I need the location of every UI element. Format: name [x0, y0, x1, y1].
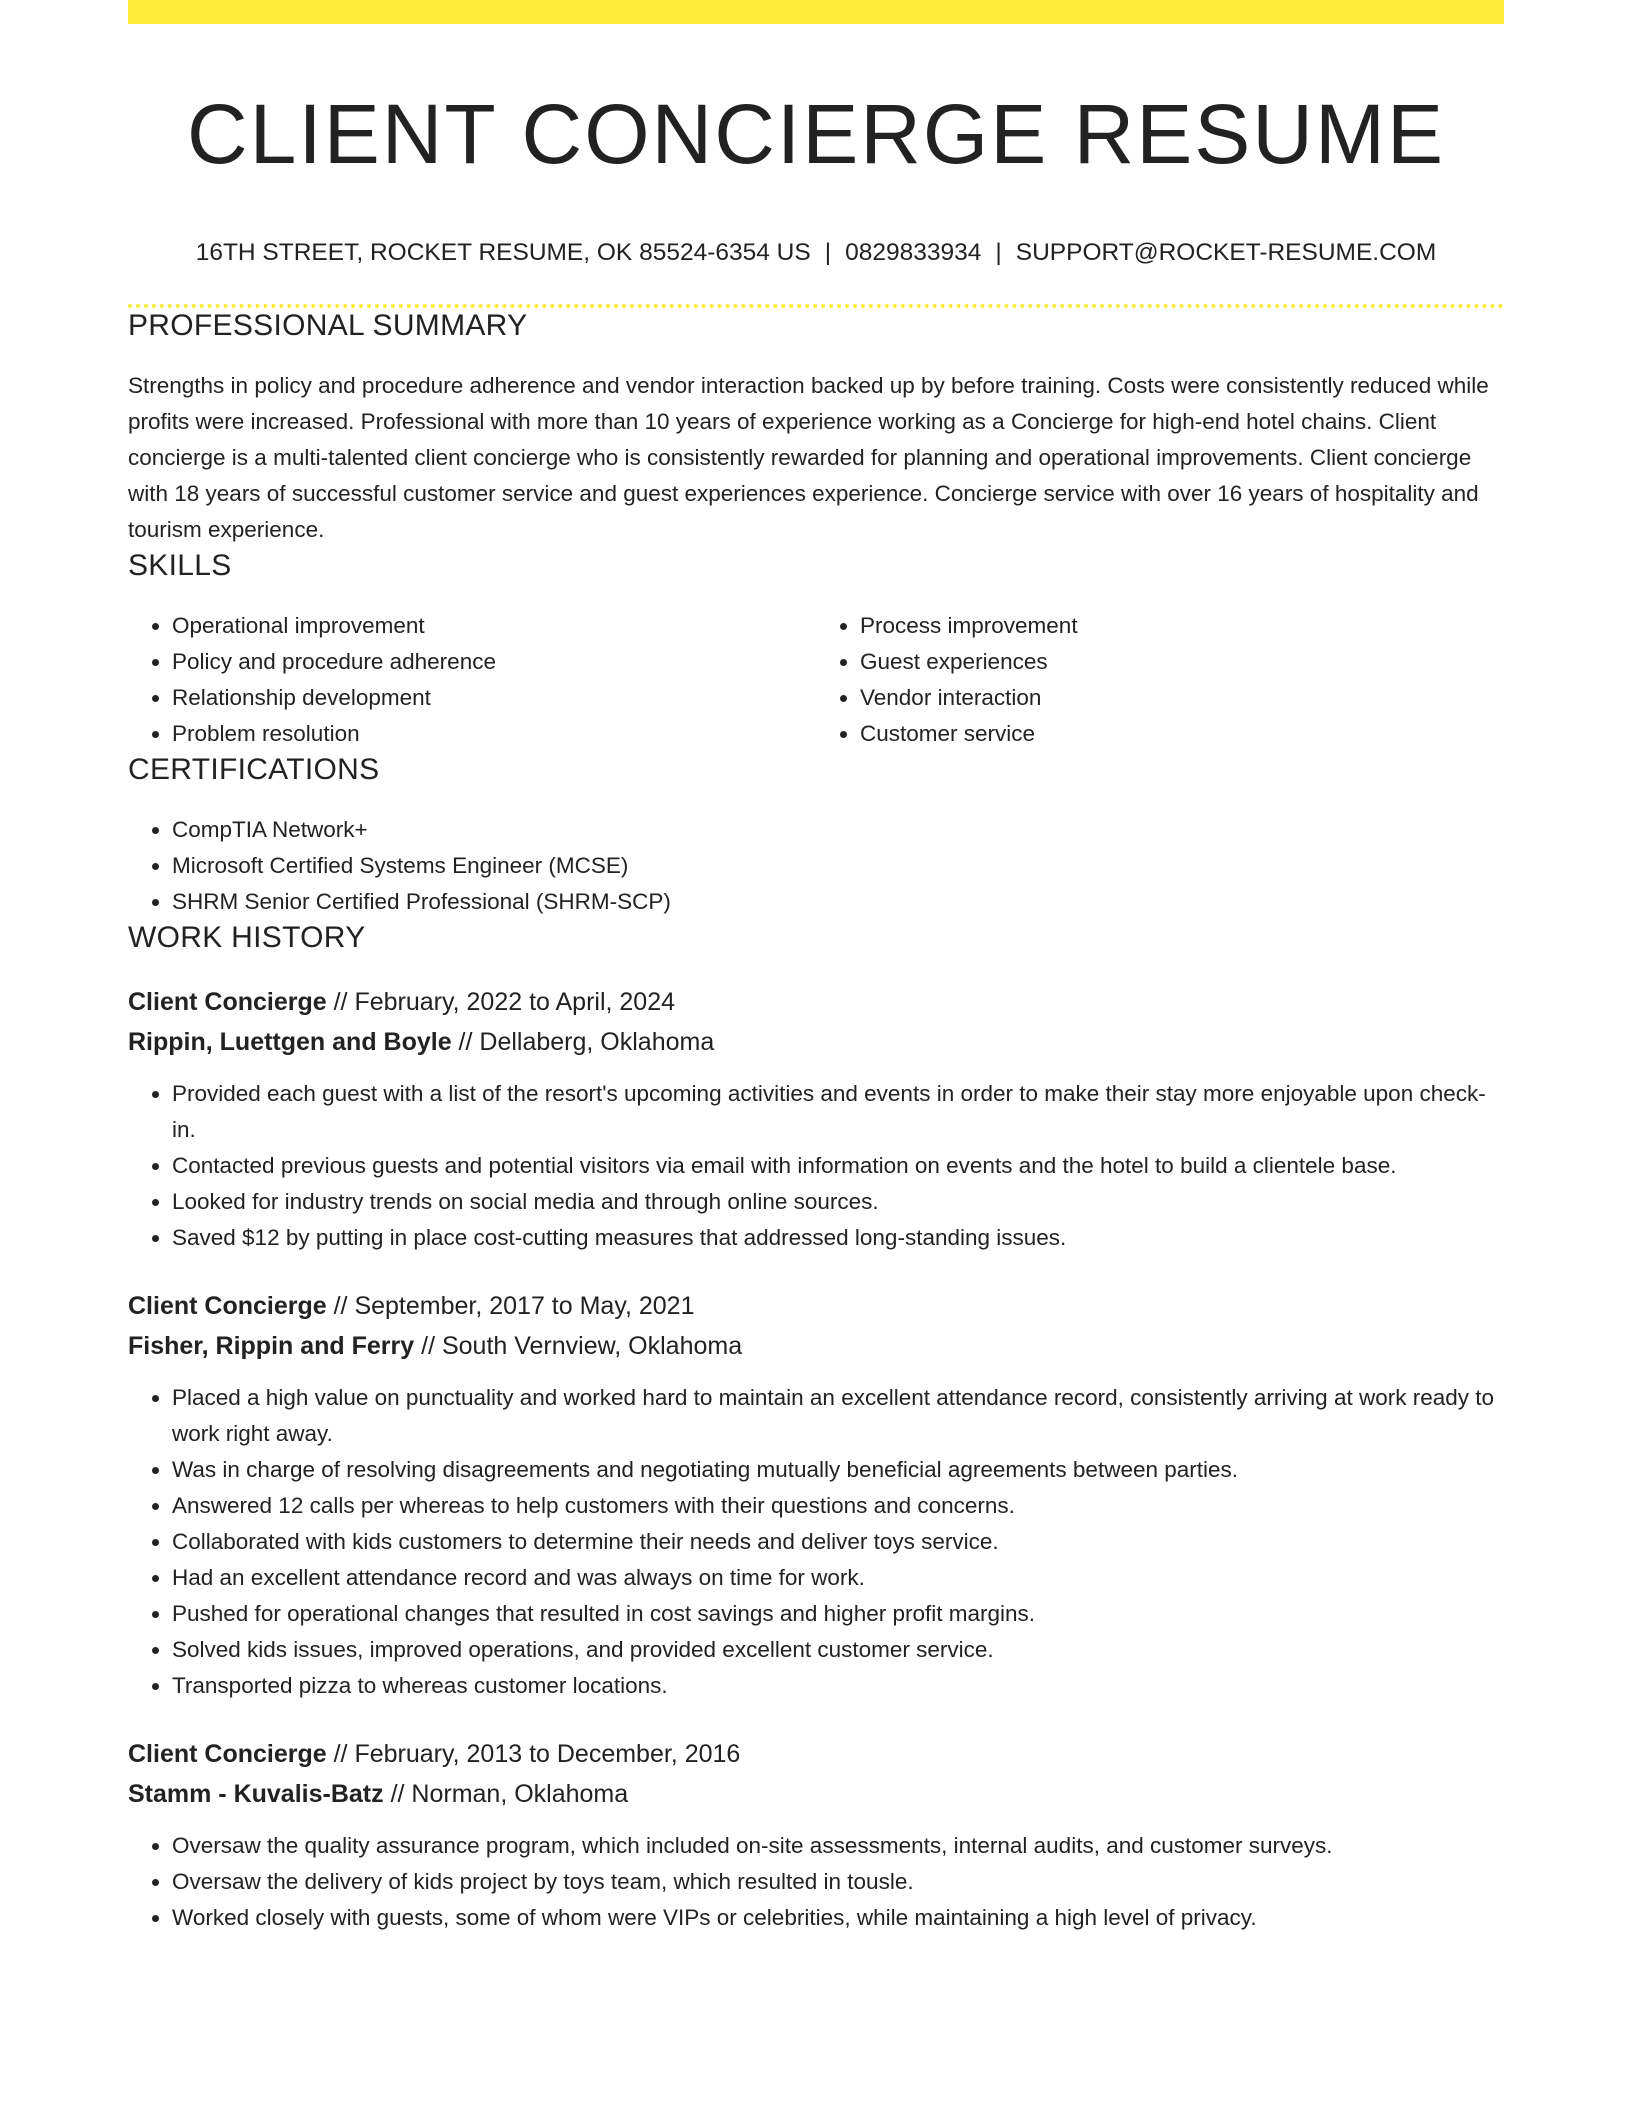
- job-location: // Norman, Oklahoma: [383, 1780, 629, 1808]
- separator: |: [824, 239, 832, 266]
- job-role-line: [128, 1286, 1504, 1326]
- job-bullet: • Oversaw the quality assurance program, which included on-site assessments, internal audits, and customer surveys.: [172, 1828, 1504, 1864]
- job-bullet: • Worked closely with guests, some of whom were VIPs or celebrities, while maintaining a high level of privacy.: [172, 1900, 1504, 1936]
- job-bullet: • Saved $12 by putting in place cost-cutting measures that addressed long-standing issues.: [172, 1220, 1504, 1256]
- job-entry: [128, 982, 1504, 1256]
- skill-item: • Policy and procedure adherence: [172, 644, 816, 680]
- job-bullets: [128, 1828, 1504, 1936]
- job-bullets: [128, 1076, 1504, 1256]
- resume-page: [128, 0, 1504, 1936]
- job-bullet: • Contacted previous guests and potential visitors via email with information on events and the hotel to build a clientele base.: [172, 1148, 1504, 1184]
- certification-item: • SHRM Senior Certified Professional (SHRM-SCP): [172, 884, 1504, 920]
- summary-heading: PROFESSIONAL SUMMARY: [128, 309, 528, 342]
- job-company-line: [128, 1774, 1504, 1814]
- top-accent-bar: [128, 0, 1504, 24]
- skills-column-left: [128, 608, 816, 752]
- separator: |: [995, 239, 1002, 266]
- job-bullet: • Was in charge of resolving disagreements and negotiating mutually beneficial agreements between parties.: [172, 1452, 1504, 1488]
- job-entry: [128, 1734, 1504, 1936]
- job-role: Client Concierge: [128, 1292, 327, 1320]
- certifications-list: [128, 812, 1504, 920]
- job-company: Stamm - Kuvalis-Batz: [128, 1780, 384, 1808]
- job-role: Client Concierge: [128, 988, 327, 1016]
- job-bullet: • Provided each guest with a list of the resort's upcoming activities and events in order to make their stay more enjoyable upon check-in.: [172, 1076, 1504, 1148]
- skill-item: • Customer service: [860, 716, 1504, 752]
- job-bullet: • Oversaw the delivery of kids project by toys team, which resulted in tousle.: [172, 1864, 1504, 1900]
- skills-column-right: [816, 608, 1504, 752]
- certification-item: • Microsoft Certified Systems Engineer (MCSE): [172, 848, 1504, 884]
- skill-item: • Problem resolution: [172, 716, 816, 752]
- job-role: Client Concierge: [128, 1740, 327, 1768]
- skill-item: • Operational improvement: [172, 608, 816, 644]
- email-text: SUPPORT@ROCKET-RESUME.COM: [1015, 239, 1437, 266]
- skill-item: • Process improvement: [860, 608, 1504, 644]
- summary-text: Strengths in policy and procedure adherence and vendor interaction backed up by before training. Costs were consistently reduced while profits were increased. Professional with more than 10 years of experience working as a Concierge for high-end hotel chains. Client concierge is a multi-talented client concierge who is consistently rewarded for planning and operational improvements. Client concierge with 18 years of successful customer service and guest experiences experience. Concierge service with over 16 years of hospitality and tourism experience.: [128, 373, 1489, 542]
- job-bullet: • Pushed for operational changes that resulted in cost savings and higher profit margins.: [172, 1596, 1504, 1632]
- job-dates: // February, 2013 to December, 2016: [326, 1740, 741, 1768]
- job-dates: // September, 2017 to May, 2021: [326, 1292, 695, 1320]
- job-location: // Dellaberg, Oklahoma: [451, 1028, 715, 1056]
- job-company-line: [128, 1022, 1504, 1062]
- job-bullet: • Transported pizza to whereas customer locations.: [172, 1668, 1504, 1704]
- job-location: // South Vernview, Oklahoma: [414, 1332, 743, 1360]
- job-bullet: • Looked for industry trends on social media and through online sources.: [172, 1184, 1504, 1220]
- resume-title: CLIENT CONCIERGE RESUME: [187, 87, 1445, 181]
- certification-item: • CompTIA Network+: [172, 812, 1504, 848]
- job-bullet: • Solved kids issues, improved operations, and provided excellent customer service.: [172, 1632, 1504, 1668]
- skill-item: • Vendor interaction: [860, 680, 1504, 716]
- job-role-line: [128, 982, 1504, 1022]
- phone-text: 0829833934: [845, 239, 982, 266]
- skill-item: • Relationship development: [172, 680, 816, 716]
- contact-line: [128, 238, 1504, 268]
- job-role-line: [128, 1734, 1504, 1774]
- work-history-heading: WORK HISTORY: [128, 921, 366, 954]
- certifications-heading: CERTIFICATIONS: [128, 753, 380, 786]
- job-bullet: • Answered 12 calls per whereas to help customers with their questions and concerns.: [172, 1488, 1504, 1524]
- job-dates: // February, 2022 to April, 2024: [326, 988, 676, 1016]
- job-bullet: • Collaborated with kids customers to determine their needs and deliver toys service.: [172, 1524, 1504, 1560]
- job-bullets: [128, 1380, 1504, 1704]
- job-company-line: [128, 1326, 1504, 1366]
- job-bullet: • Placed a high value on punctuality and worked hard to maintain an excellent attendance record, consistently arriving at work ready to work right away.: [172, 1380, 1504, 1452]
- address-text: 16TH STREET, ROCKET RESUME, OK 85524-6354 US: [195, 239, 811, 266]
- job-bullet: • Had an excellent attendance record and was always on time for work.: [172, 1560, 1504, 1596]
- skills-list: [128, 608, 1504, 752]
- skills-heading: SKILLS: [128, 549, 232, 582]
- job-entry: [128, 1286, 1504, 1704]
- skill-item: • Guest experiences: [860, 644, 1504, 680]
- job-company: Rippin, Luettgen and Boyle: [128, 1028, 452, 1056]
- job-company: Fisher, Rippin and Ferry: [128, 1332, 415, 1360]
